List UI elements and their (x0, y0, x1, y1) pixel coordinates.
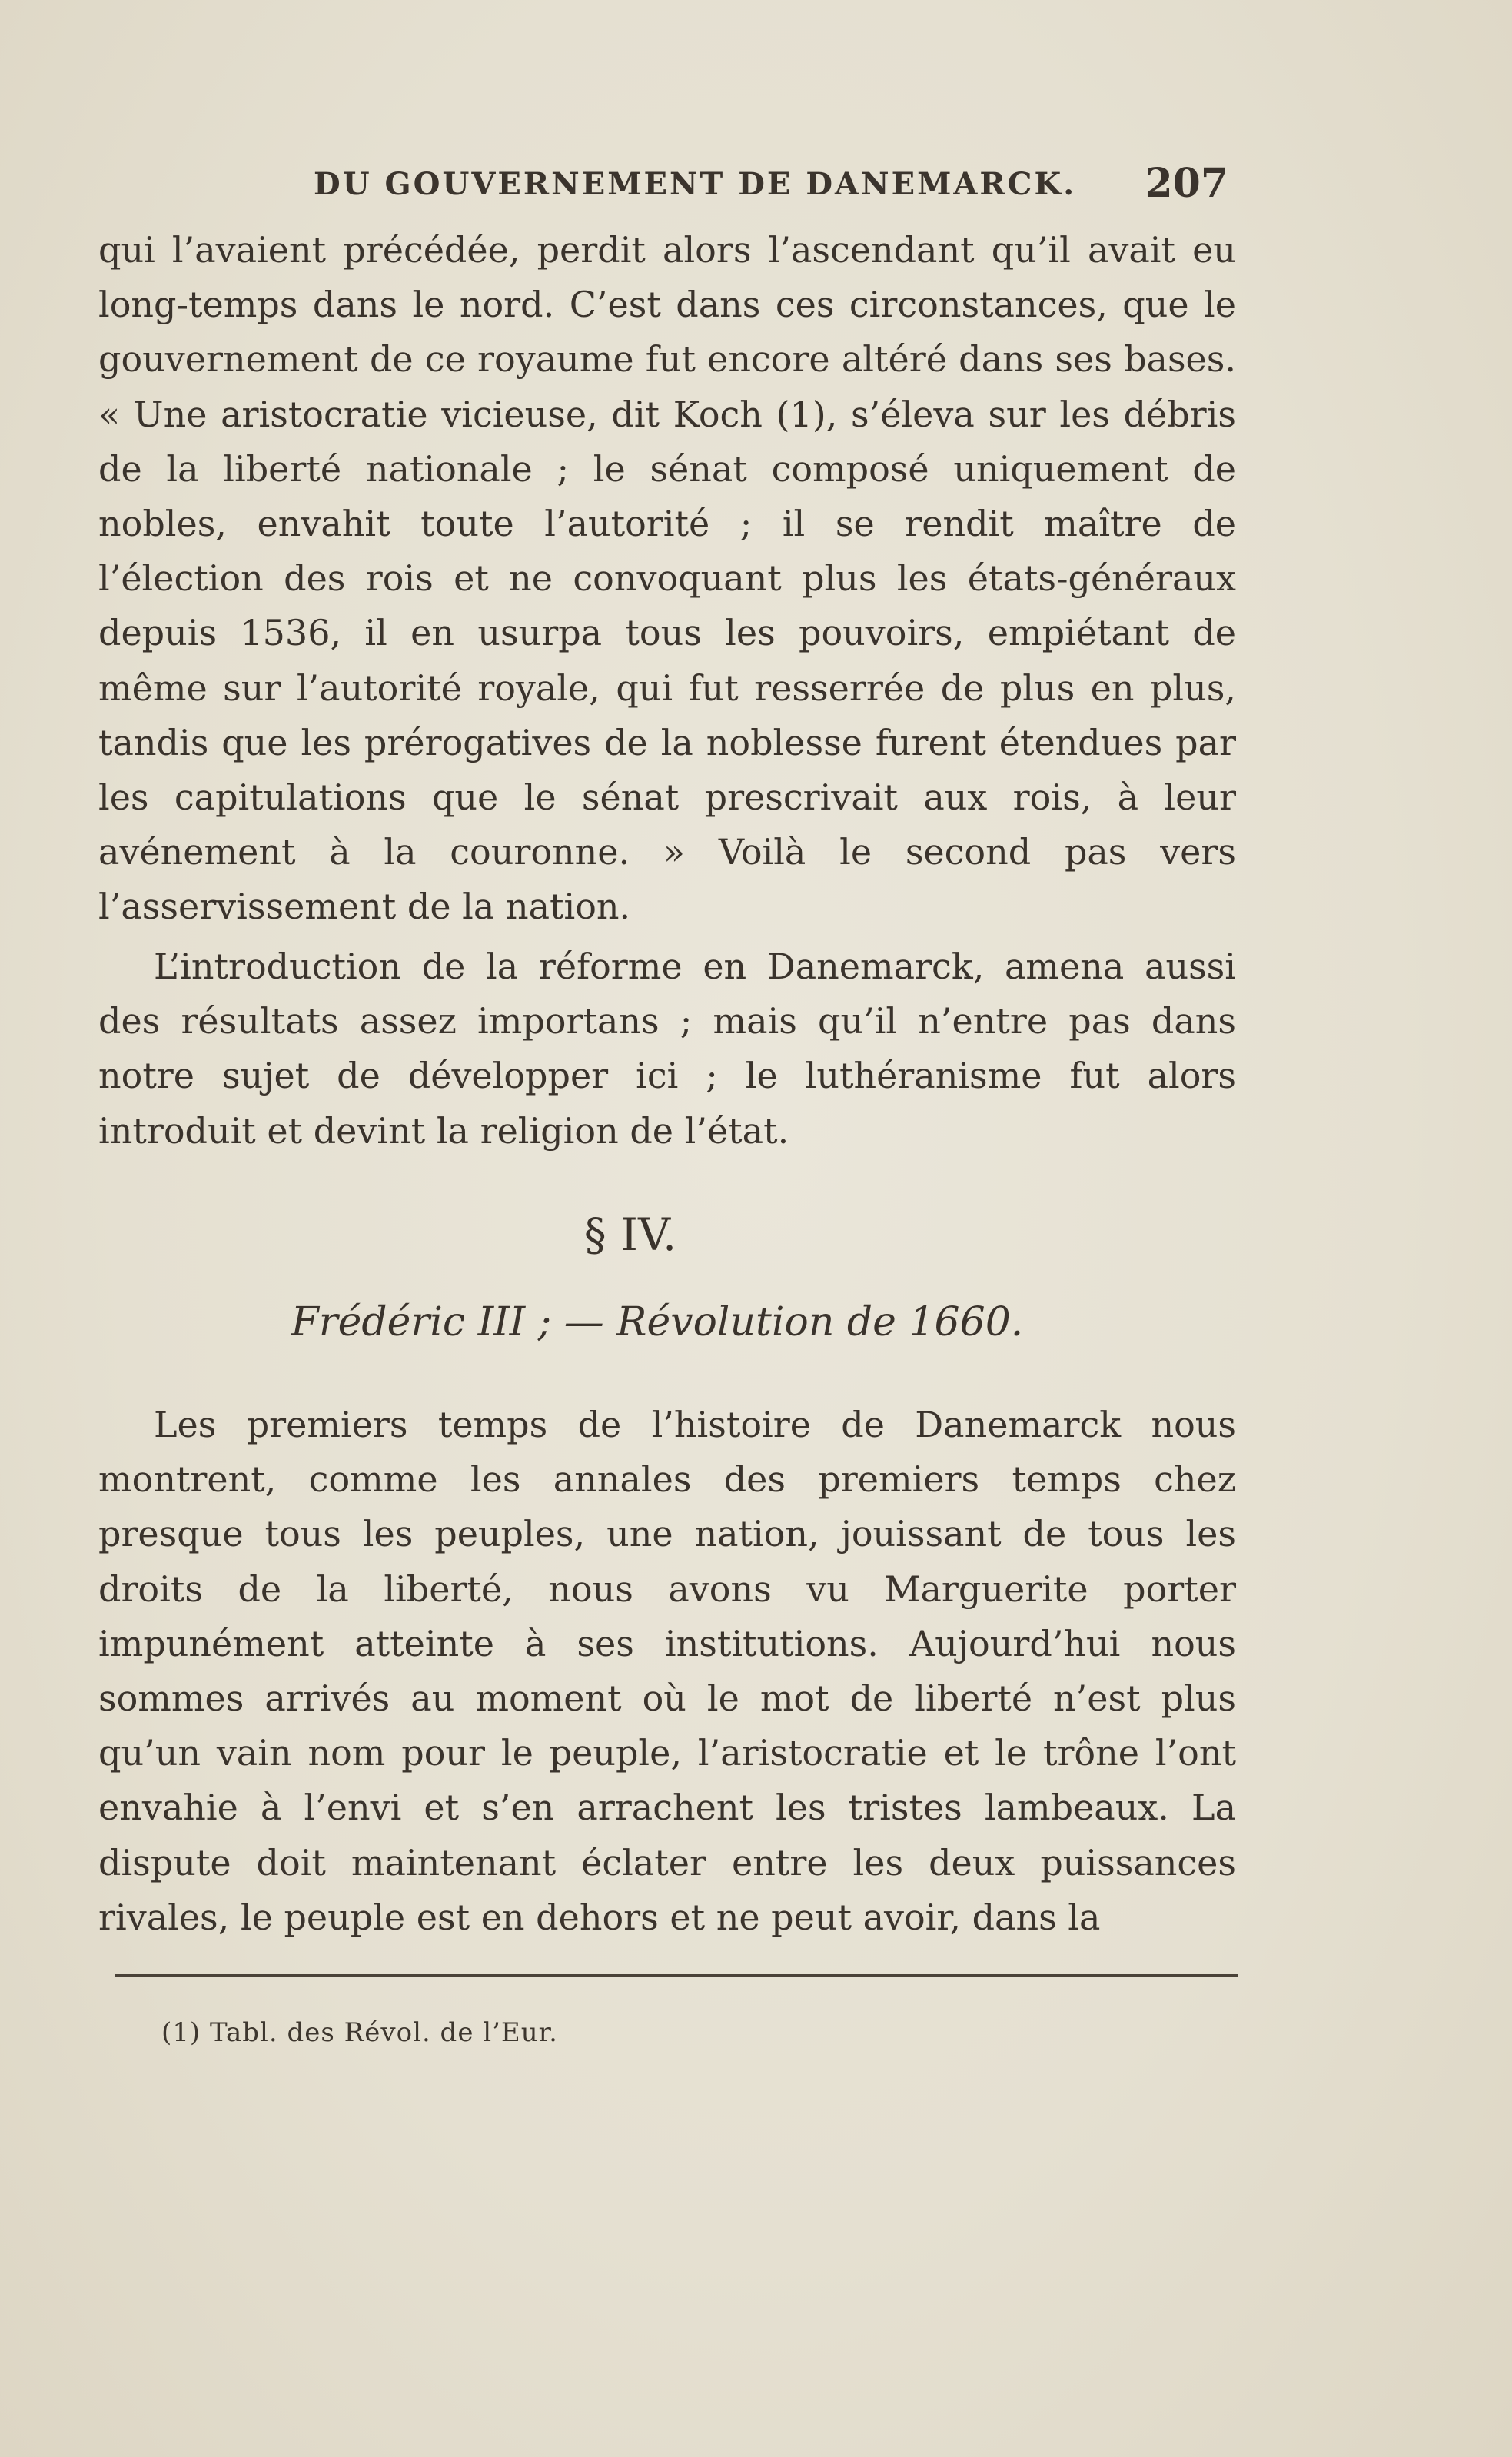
section-heading: § IV. (583, 1209, 677, 1261)
paragraph-reforme (98, 939, 1236, 1159)
paragraph-text: L’introduction de la réforme en Danemarck, amena aussi des résultats assez importans ; mais qu’il n’entre pas dans notre sujet de développer ici ; le luthéranisme fut alors introduit et devint la religion de l’état. (98, 946, 1236, 1152)
paragraph-premiers-temps (98, 1398, 1236, 1945)
paragraph-text: qui l’avaient précédée, perdit alors l’ascendant qu’il avait eu long-temps dans le nord. C’est dans ces circonstances, que le gouvernement de ce royaume fut encore altéré dans ses bases. « Une aristocratie vicieuse, dit Koch (1), s’éleva sur les débris de la liberté nationale ; le sénat composé uniquement de nobles, envahit toute l’autorité ; il se rendit maître de l’élection des rois et ne convoquant plus les états-généraux depuis 1536, il en usurpa tous les pouvoirs, empiétant de même sur l’autorité royale, qui fut resserrée de plus en plus, tandis que les prérogatives de la noblesse furent étendues par les capitulations que le sénat prescrivait aux rois, à leur avénement à la couronne. » Voilà le second pas vers l’asservissement de la nation. (98, 229, 1236, 928)
footnote-divider (115, 1974, 1238, 1977)
paragraph-continued (98, 223, 1236, 935)
running-title: DU GOUVERNEMENT DE DANEMARCK. (314, 166, 1077, 202)
footnote: (1) Tabl. des Révol. de l’Eur. (161, 2017, 558, 2048)
page-number: 207 (1145, 160, 1228, 207)
paragraph-text: Les premiers temps de l’histoire de Danemarck nous montrent, comme les annales des premiers temps chez presque tous les peuples, une nation, jouissant de tous les droits de la liberté, nous avons vu Marguerite porter impunément atteinte à ses institutions. Aujourd’hui nous sommes arrivés au moment où le mot de liberté n’est plus qu’un vain nom pour le peuple, l’aristocratie et le trône l’ont envahie à l’envi et s’en arrachent les tristes lambeaux. La dispute doit maintenant éclater entre les deux puissances rivales, le peuple est en dehors et ne peut avoir, dans la (98, 1404, 1236, 1938)
running-head (314, 160, 1228, 214)
section-subtitle: Frédéric III ; — Révolution de 1660. (291, 1299, 1024, 1345)
